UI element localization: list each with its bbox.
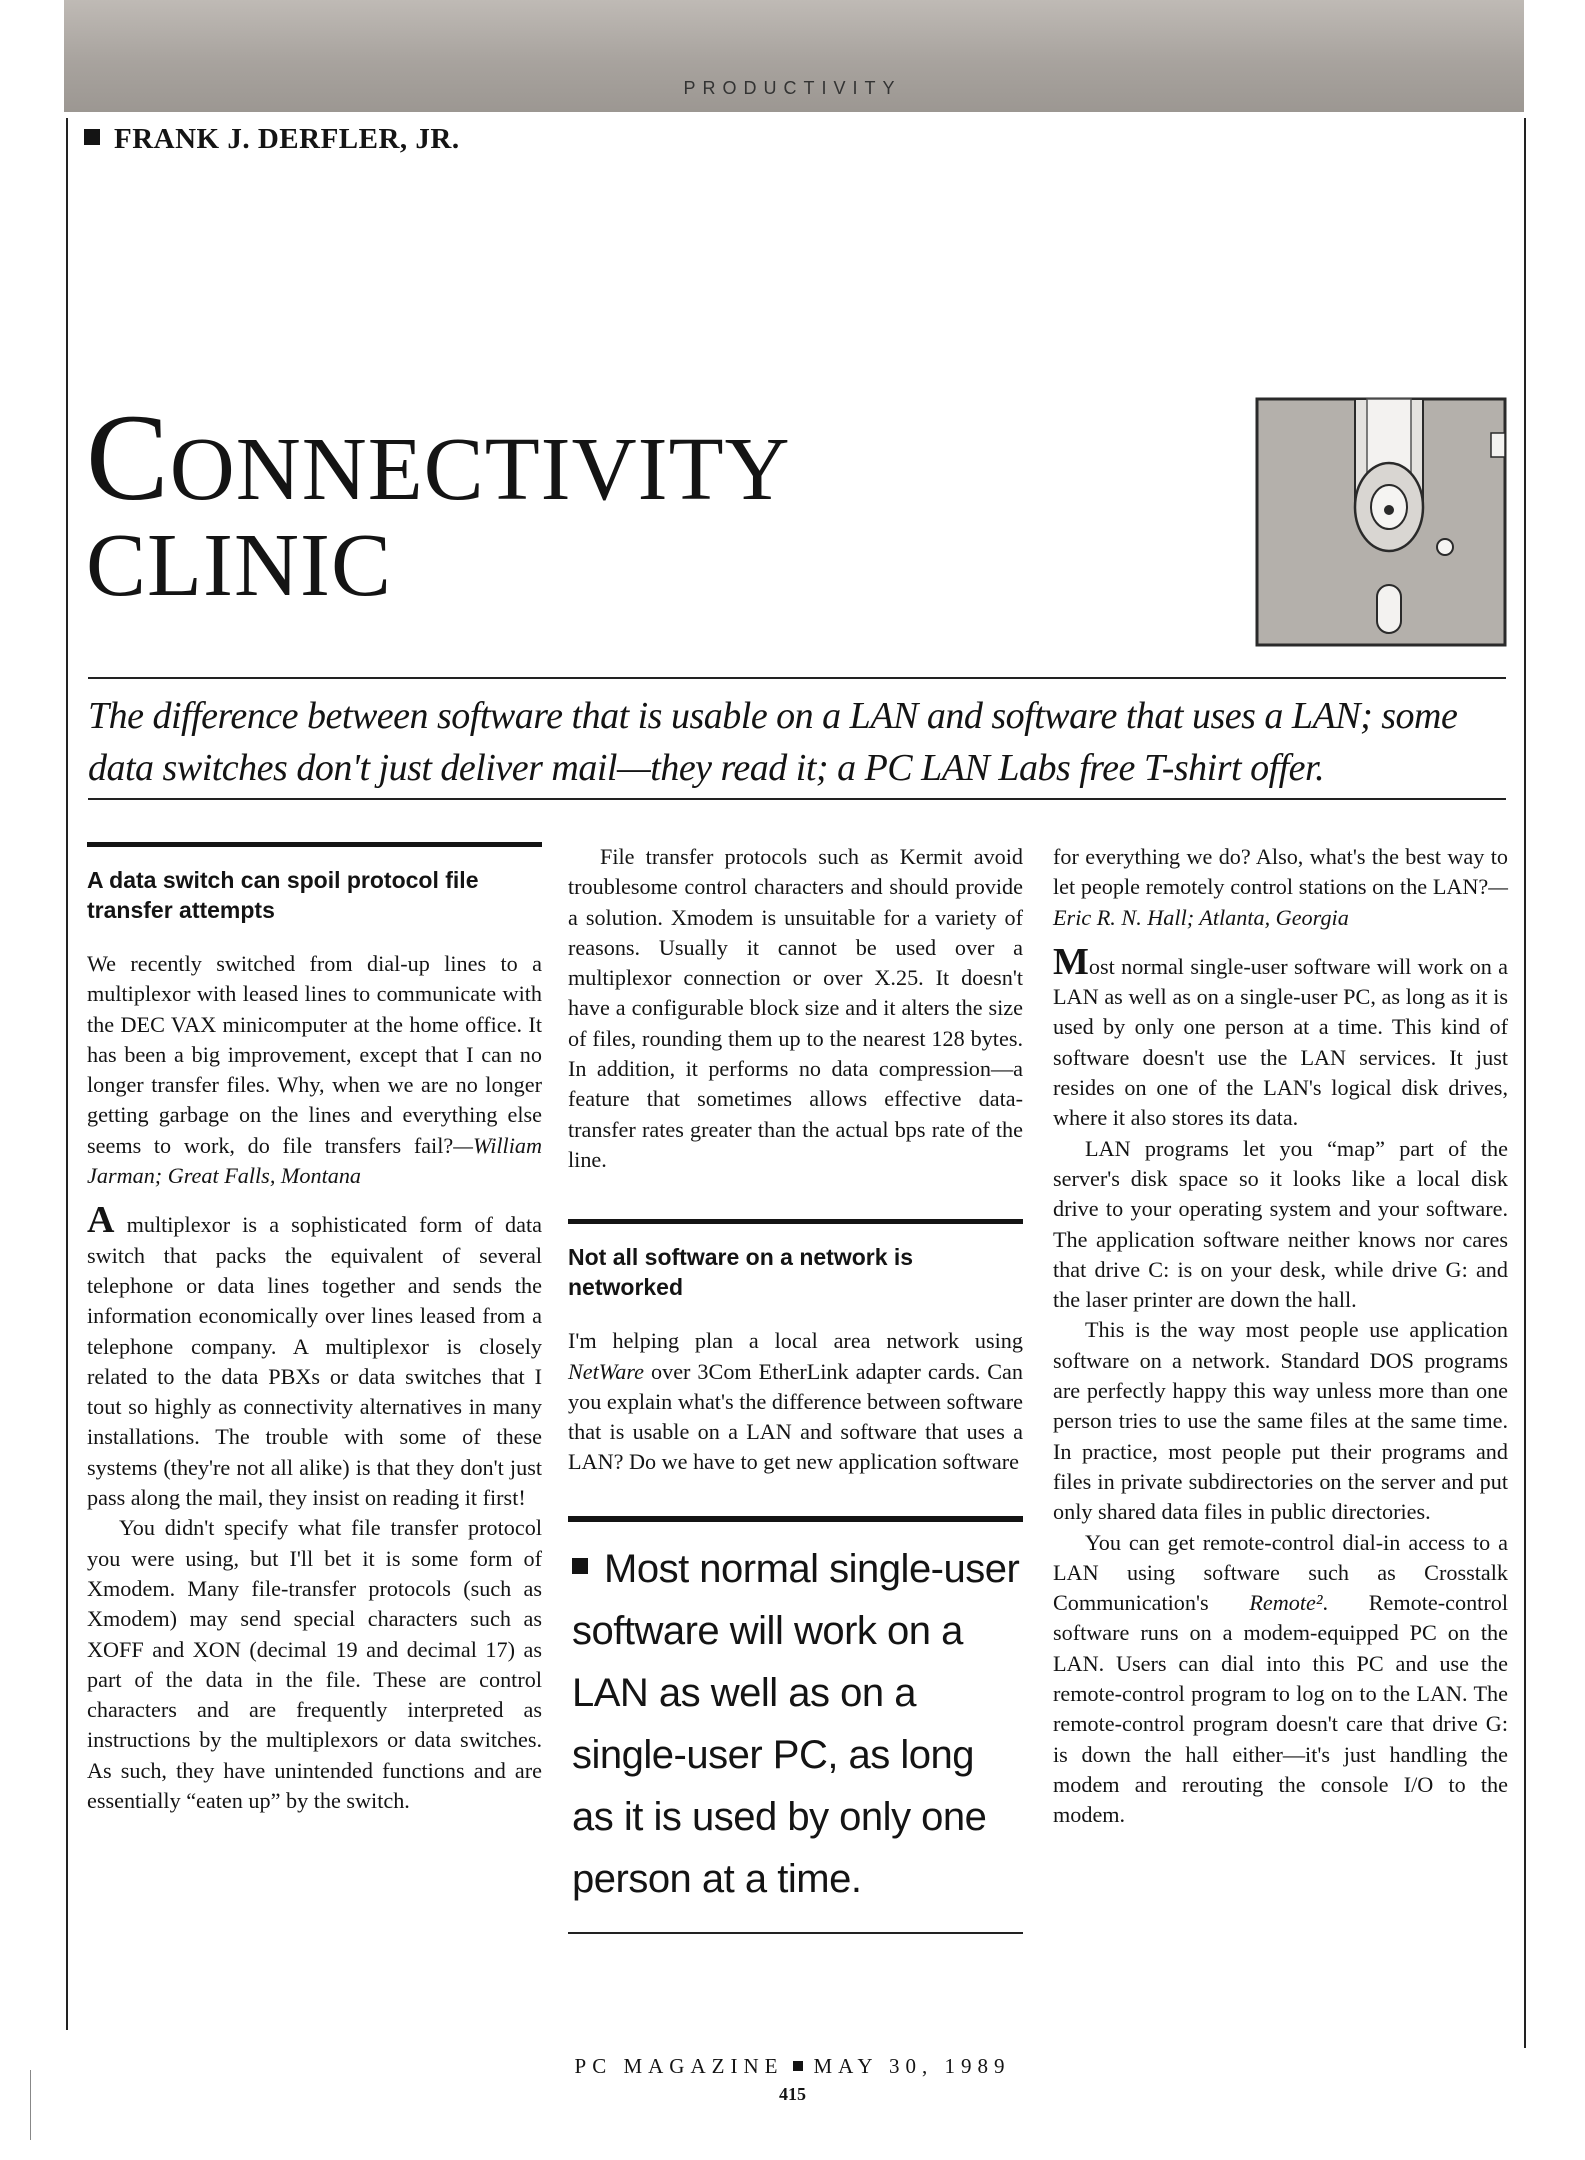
- letter-text: for everything we do? Also, what's the best way to let people remotely control stations on the LAN?: [1053, 844, 1508, 900]
- bullet-square-icon: [572, 1558, 588, 1574]
- page-number: 415: [779, 2084, 806, 2104]
- letter-text: over 3Com EtherLink adapter cards. Can you explain what's the difference between software that is usable on a LAN and software that uses a LAN? Do we have to get new application software: [568, 1358, 1023, 1475]
- answer-paragraph: File transfer protocols such as Kermit avoid troublesome control characters and should provide a solution. Xmodem is unsuitable for a variety of reasons. Usually it cannot be used over a multiplexor connection or over X.25. It doesn't have a configurable block size and it alters the size of files, rounding them up to the nearest 128 bytes. In addition, it performs no data compression—a feature that sometimes allows effective data-transfer rates greater than the actual bps rate of the line.: [568, 844, 1023, 1172]
- reader-letter-2: [568, 1326, 1023, 1477]
- left-margin-rule: [66, 118, 68, 2030]
- drop-cap: M: [1053, 940, 1089, 983]
- answer-paragraph: [87, 1199, 542, 1513]
- pull-quote: [568, 1516, 1023, 1934]
- answer-text: You can get remote-control dial-in access to a LAN using software such as Crosstalk Communication's: [1053, 1529, 1508, 1616]
- footer-magazine: PC MAGAZINE: [574, 2054, 784, 2078]
- deck-bottom-rule: [88, 798, 1506, 800]
- letter-signature: —William Jarman; Great Falls, Montana: [87, 1132, 542, 1189]
- pull-quote-text: Most normal single-user software will work on a LAN as well as on a single-user PC, as long as it is used by only one person at a time.: [572, 1546, 1020, 1901]
- answer-text: ost normal single-user software will work on a LAN as well as on a single-user PC, as long as it is used by only one person at a time. This kind of software doesn't use the LAN services. It just resides on one of the LAN's logical disk drives, where it also stores its data.: [1053, 953, 1508, 1131]
- deck-top-rule: [88, 677, 1506, 679]
- answer-paragraph: [1053, 940, 1508, 1134]
- footer-date: MAY 30, 1989: [813, 2054, 1011, 2078]
- letter-text: I'm helping plan a local area network using: [568, 1328, 1023, 1354]
- answer-paragraph: LAN programs let you “map” part of the server's disk space so it looks like a local disk drive to your operating system and your software. The application software neither knows nor cares that drive C: is on your desk, while drive G: and the laser printer are down the hall.: [1053, 1135, 1508, 1313]
- drop-cap: A: [87, 1199, 115, 1242]
- answer-text: multiplexor is a sophisticated form of data switch that packs the equivalent of several telephone or data lines together and sends the information economically over lines leased from a telephone company. A multiplexor is closely related to the data PBXs or data switches that I tout so highly as connectivity alternatives in many installations. The trouble with some of these systems (they're not all alike) is that they don't just pass along the mail, they insist on reading it first!: [87, 1212, 542, 1511]
- product-name: Remote²: [1249, 1590, 1323, 1616]
- reader-letter-2-continued: [1053, 842, 1508, 933]
- column-2: [568, 842, 1023, 1934]
- answer-text: . Remote-control software runs on a modem-equipped PC on the LAN. Users can dial into this PC and use the remote-control program to log on to the LAN. The remote-control program doesn't care that drive G: is down the hall either—it's just handling the modem and rerouting the console I/O to the modem.: [1053, 1590, 1508, 1828]
- letter-signature: —Eric R. N. Hall; Atlanta, Georgia: [1053, 874, 1508, 930]
- answer-paragraph: [1053, 1528, 1508, 1831]
- product-name: NetWare: [568, 1358, 645, 1384]
- section-heading-data-switch: A data switch can spoil protocol file transfer attempts: [87, 842, 542, 925]
- column-1: [87, 842, 542, 1816]
- letter-text: We recently switched from dial-up lines to a multiplexor with leased lines to communicate with the DEC VAX minicomputer at the home office. It has been a big improvement, except that I can no longer transfer files. Why, when we are no longer getting garbage on the lines and everything else seems to work, do file transfers fail?: [87, 951, 542, 1158]
- right-margin-rule: [1524, 118, 1526, 2048]
- title-line2: CLINIC: [86, 516, 392, 615]
- answer-paragraph: This is the way most people use application software on a network. Standard DOS programs are perfectly happy this way unless more than one person tries to use the same files at the same time. In practice, most people put their programs and files in private subdirectories on the server and put only shared data files in public directories.: [1053, 1317, 1508, 1525]
- page-footer: [0, 2052, 1585, 2108]
- answer-paragraph: You didn't specify what file transfer protocol you were using, but I'll bet it is some form of Xmodem. Many file-transfer protocols (such as Xmodem) may send special characters such as XOFF and XON (decimal 19 and decimal 17) as part of the data in the file. These are control characters and are frequently interpreted as instructions by the multiplexors or data switches. As such, they have unintended functions and are essentially “eaten up” by the switch.: [87, 1515, 542, 1814]
- article-deck: The difference between software that is usable on a LAN and software that uses a LAN; some data switches don't just deliver mail—they read it; a PC LAN Labs free T-shirt offer.: [88, 695, 1458, 789]
- title-initial: C: [86, 389, 170, 526]
- floppy-disk-icon: [1255, 397, 1507, 647]
- section-label: PRODUCTIVITY: [683, 78, 902, 98]
- section-heading-networked: Not all software on a network is networked: [568, 1219, 1023, 1302]
- title-line1: ONNECTIVITY: [169, 420, 791, 519]
- reader-letter-1: [87, 949, 542, 1191]
- bullet-square-icon: [84, 129, 100, 145]
- bullet-square-icon: [793, 2061, 803, 2071]
- article-title: [86, 389, 791, 615]
- author-byline: [84, 123, 460, 156]
- author-name: FRANK J. DERFLER, JR.: [114, 123, 460, 155]
- column-3: [1053, 842, 1508, 1831]
